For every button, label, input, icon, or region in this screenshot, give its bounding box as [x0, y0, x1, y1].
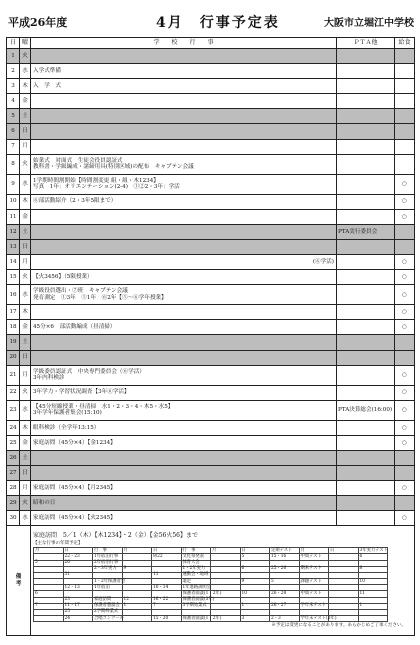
annual-events-cell: 2・3年実力 — [93, 566, 123, 572]
row-lunch: ○ — [395, 435, 415, 450]
annual-events-cell: 16・22 — [152, 597, 182, 603]
annual-events-cell: 22・23 — [63, 554, 93, 560]
row-events-line1: 入 学 式 — [33, 83, 61, 90]
row-weekday: 金 — [20, 320, 31, 335]
row-weekday: 水 — [20, 285, 31, 305]
annual-events-cell: 家庭訪問 — [93, 597, 123, 603]
row-weekday: 土 — [20, 224, 31, 239]
row-events-line1: 家庭訪問（45分×4）【火2345】 — [33, 515, 116, 522]
annual-events-cell: 3学期始業式 — [181, 603, 211, 609]
fiscal-year: 平成26年度 — [8, 16, 68, 29]
row-events — [31, 420, 337, 435]
row-events — [31, 400, 337, 420]
schedule-row — [7, 255, 415, 270]
annual-events-cell: 保護者面談(1・2年) — [182, 590, 222, 596]
annual-events-cell: 学年末テスト(3年) — [300, 615, 337, 621]
row-day: 30 — [7, 511, 20, 526]
row-events — [31, 49, 337, 64]
header-weekday: 曜 — [20, 38, 31, 49]
row-events — [31, 224, 337, 239]
annual-events-cell: 2・3 — [270, 616, 300, 622]
schedule-row — [7, 465, 415, 480]
row-day: 5 — [7, 109, 20, 124]
row-day: 23 — [7, 400, 20, 420]
row-events-line1: 学級委員認証式 中央専門委員会（⑥学活） — [33, 368, 145, 375]
row-pta — [337, 270, 395, 285]
annual-events-row — [34, 616, 388, 622]
row-pta — [337, 209, 395, 224]
annual-events-header-cell: 日 — [329, 548, 359, 554]
row-events — [31, 285, 337, 305]
row-events — [31, 465, 337, 480]
row-weekday: 月 — [20, 255, 31, 270]
schedule-row — [7, 209, 415, 224]
row-events — [31, 255, 337, 270]
schedule-row — [7, 109, 415, 124]
document-header — [6, 14, 414, 32]
row-events-line1: 家庭訪問（45分×4）【月2345】 — [33, 484, 116, 491]
row-pta — [337, 139, 395, 154]
row-pta — [337, 154, 395, 174]
row-events — [31, 194, 337, 209]
schedule-row — [7, 64, 415, 79]
row-pta — [337, 194, 395, 209]
annual-events-cell: 10 — [358, 579, 388, 585]
row-lunch: ○ — [395, 285, 415, 305]
annual-events-cell: 運動会・地域 — [181, 572, 211, 578]
row-lunch: ○ — [395, 270, 415, 285]
bikou-content — [31, 526, 415, 636]
row-pta — [337, 239, 395, 254]
row-weekday: 木 — [20, 79, 31, 94]
row-events — [31, 435, 337, 450]
row-lunch — [395, 94, 415, 109]
annual-events-heading: 【主な行事の年間予定】 — [33, 540, 83, 546]
row-lunch: ○ — [395, 365, 415, 385]
row-weekday: 木 — [20, 305, 31, 320]
schedule-row — [7, 496, 415, 511]
annual-events-header-cell: 3年実力テスト — [359, 547, 388, 553]
row-lunch — [395, 350, 415, 365]
row-events-line1: ⑥部活動紹介（2・3年5限まで） — [33, 198, 117, 205]
change-notice: ※予定は変更になることがあります。あらかじめご了承ください。 — [271, 623, 406, 629]
annual-events-cell: 遠足 — [181, 579, 211, 585]
schedule-row — [7, 365, 415, 385]
annual-events-cell: 保護者懇談会 — [93, 603, 123, 609]
row-lunch — [395, 79, 415, 94]
schedule-row — [7, 385, 415, 400]
row-lunch — [395, 139, 415, 154]
annual-events-cell: 6 — [358, 554, 388, 560]
annual-events-cell: 中間テスト — [299, 554, 329, 560]
header-events: 学 校 行 事 — [31, 38, 337, 49]
annual-events-cell: 15・20 — [152, 616, 182, 622]
row-weekday: 火 — [20, 154, 31, 174]
annual-events-cell: 10 — [240, 591, 270, 597]
row-events-line1: 昭和の日 — [33, 499, 56, 506]
row-weekday: 火 — [20, 270, 31, 285]
annual-events-cell: 3 — [240, 616, 270, 622]
row-weekday: 日 — [20, 465, 31, 480]
row-pta — [337, 420, 395, 435]
row-events — [31, 109, 337, 124]
annual-events-cell: 課題テスト — [299, 579, 329, 585]
row-lunch — [395, 465, 415, 480]
row-weekday: 木 — [20, 420, 31, 435]
annual-events-cell: 2年宿泊行事 — [93, 560, 123, 566]
home-visit-note: 家庭訪問 5／1（木）【木1234】・2（金）【金56火56】まで — [33, 532, 198, 540]
row-events-line2: 写真 1年：オリエンテーション(2-4) ①②2・3年：学活 — [33, 184, 180, 191]
annual-events-cell: 24 — [63, 616, 93, 622]
row-events — [31, 305, 337, 320]
annual-events-header-cell: 日 — [63, 548, 93, 554]
row-lunch: ○ — [395, 305, 415, 320]
annual-events-cell: 保護者面談(3年) — [182, 597, 215, 603]
row-events-line2: 3年内科検診 — [33, 375, 65, 382]
annual-events-cell: 学年末テスト — [299, 603, 329, 609]
annual-events-cell: 保護者面談(1・2年) — [182, 615, 222, 621]
row-day: 14 — [7, 255, 20, 270]
row-lunch — [395, 64, 415, 79]
row-pta — [337, 481, 395, 496]
row-day: 16 — [7, 285, 20, 305]
annual-events-cell: 26・28 — [270, 591, 300, 597]
schedule-row — [7, 481, 415, 496]
row-day: 19 — [7, 335, 20, 350]
row-events — [31, 239, 337, 254]
schedule-row — [7, 511, 415, 526]
annual-events-cell: 6 — [34, 591, 64, 597]
annual-events-header-cell: 定期テスト — [270, 548, 300, 554]
row-weekday: 金 — [20, 435, 31, 450]
row-day: 25 — [7, 435, 20, 450]
header-lunch: 給食 — [395, 38, 415, 49]
row-weekday: 水 — [20, 511, 31, 526]
row-events-line1: 始業式 対面式 生徒会役員認証式 — [33, 157, 123, 164]
annual-events-cell: 12 — [122, 597, 152, 603]
annual-events-header-cell: 行 事 — [93, 548, 123, 554]
schedule-row — [7, 239, 415, 254]
row-day: 13 — [7, 239, 20, 254]
row-weekday: 日 — [20, 239, 31, 254]
annual-events-cell: 26・27 — [270, 603, 300, 609]
schedule-row — [7, 194, 415, 209]
annual-events-cell: 9/22 — [152, 554, 182, 560]
row-events-right: (⑥学活) — [312, 258, 334, 265]
row-lunch: ○ — [395, 194, 415, 209]
row-pta — [337, 124, 395, 139]
row-day: 21 — [7, 365, 20, 385]
annual-events-header-cell: 月 — [122, 548, 152, 554]
row-lunch: ○ — [395, 320, 415, 335]
row-events — [31, 385, 337, 400]
annual-events-header-cell: 月 — [211, 548, 241, 554]
row-events-line1: 45分×6 部活動編成（昼清掃） — [33, 324, 116, 331]
row-day: 18 — [7, 320, 20, 335]
row-lunch — [395, 450, 415, 465]
row-pta — [337, 465, 395, 480]
row-day: 11 — [7, 209, 20, 224]
row-events-line1: 家庭訪問（45分×4）【金1234】 — [33, 439, 116, 446]
annual-events-table — [33, 547, 388, 622]
schedule-row — [7, 305, 415, 320]
schedule-row — [7, 400, 415, 420]
row-lunch — [395, 109, 415, 124]
schedule-row — [7, 154, 415, 174]
annual-events-cell: 6 — [240, 566, 270, 572]
row-day: 4 — [7, 94, 20, 109]
row-events-line2: 発育測定 ①3年 ⑤1年 ⑥2年【⑤～⑥学年授業】 — [33, 294, 167, 301]
row-weekday: 土 — [20, 450, 31, 465]
row-pta — [337, 285, 395, 305]
annual-events-cell: 15・16 — [270, 554, 300, 560]
schedule-row — [7, 435, 415, 450]
annual-events-cell: 体育大会 — [181, 560, 211, 566]
bikou-label: 備 考 — [7, 526, 31, 636]
row-day: 3 — [7, 79, 20, 94]
row-pta — [337, 450, 395, 465]
row-lunch — [395, 335, 415, 350]
annual-events-header-cell: 月 — [34, 548, 64, 554]
annual-events-cell: 11・17 — [63, 603, 93, 609]
schedule-row — [7, 270, 415, 285]
school-name: 大阪市立堀江中学校 — [324, 18, 414, 29]
annual-events-cell: 5 — [240, 554, 270, 560]
schedule-row — [7, 285, 415, 305]
annual-events-cell: 31 — [63, 572, 93, 578]
row-pta — [337, 385, 395, 400]
row-events-line1: 【火3456】（5限授業） — [33, 273, 93, 280]
annual-events-cell: 中間テスト — [299, 591, 329, 597]
row-pta: PTA実行委員会 — [337, 224, 395, 239]
annual-events-cell: 1 — [122, 603, 152, 609]
annual-events-header-cell: 日 — [240, 548, 270, 554]
row-weekday: 金 — [20, 209, 31, 224]
row-weekday: 木 — [20, 194, 31, 209]
row-pta — [337, 174, 395, 194]
annual-events-cell: 1・2年実力 — [181, 566, 211, 572]
schedule-row — [7, 174, 415, 194]
row-events — [31, 139, 337, 154]
row-day: 2 — [7, 64, 20, 79]
annual-events-cell: 12・13 — [63, 585, 93, 591]
annual-events-cell: 7 — [152, 603, 182, 609]
row-events — [31, 335, 337, 350]
row-weekday: 火 — [20, 496, 31, 511]
row-events — [31, 511, 337, 526]
schedule-header-row — [7, 38, 415, 49]
row-weekday: 水 — [20, 174, 31, 194]
row-lunch — [395, 496, 415, 511]
row-events — [31, 64, 337, 79]
row-events — [31, 94, 337, 109]
row-pta — [337, 496, 395, 511]
annual-events-cell: 5 — [34, 560, 64, 566]
annual-events-cell: 2学期終業式 — [93, 610, 123, 616]
row-pta: PTA決算総会(16:00) — [337, 400, 395, 420]
row-events — [31, 124, 337, 139]
row-weekday: 土 — [20, 335, 31, 350]
schedule-row — [7, 350, 415, 365]
row-events-line1: 学級役員選出・⑦班 キャプテン会議 — [33, 288, 128, 295]
annual-events-cell: 1・2年保護者会 — [94, 578, 126, 584]
page-title: 4月 行事予定表 — [156, 15, 280, 31]
row-events-line2: 教科書・学級編成・諸締用具(特別区域)の配布 キャプテン会議 — [33, 164, 194, 171]
row-weekday: 月 — [20, 365, 31, 385]
annual-events-cell: 期末テスト — [299, 566, 329, 572]
row-weekday: 水 — [20, 400, 31, 420]
row-lunch — [395, 49, 415, 64]
row-day: 7 — [7, 139, 20, 154]
schedule-row — [7, 335, 415, 350]
row-weekday: 土 — [20, 109, 31, 124]
row-events — [31, 320, 337, 335]
annual-events-cell: 5 — [270, 579, 300, 585]
row-events-line1: 【45分短縮授業・昼清掃 水1・2・3・4・木5・水5】 — [33, 403, 174, 410]
row-day: 27 — [7, 465, 20, 480]
row-day: 10 — [7, 194, 20, 209]
row-pta — [337, 94, 395, 109]
row-pta — [337, 49, 395, 64]
row-events — [31, 174, 337, 194]
annual-events-cell — [122, 616, 152, 622]
row-pta — [337, 79, 395, 94]
annual-events-cell: 25 — [63, 610, 93, 616]
schedule-row — [7, 94, 415, 109]
row-lunch: ○ — [395, 481, 415, 496]
row-lunch: ○ — [395, 255, 415, 270]
row-day: 1 — [7, 49, 20, 64]
annual-events-cell: 7 — [34, 603, 64, 609]
row-events-line1: 3年学力・学習状況調査【3年⑥学活】 — [33, 389, 130, 396]
row-day: 28 — [7, 481, 20, 496]
annual-events-cell: 文化祭発表 — [181, 554, 211, 560]
annual-events-header-cell: 月 — [299, 548, 329, 554]
row-weekday: 金 — [20, 94, 31, 109]
row-lunch: ○ — [395, 420, 415, 435]
schedule-row — [7, 139, 415, 154]
annual-events-cell — [34, 616, 64, 622]
annual-events-cell: 1年宿泊 — [93, 585, 123, 591]
row-weekday: 水 — [20, 64, 31, 79]
annual-events-cell: 1年進路説明会 — [182, 584, 212, 590]
annual-events-cell — [358, 616, 388, 622]
row-events — [31, 350, 337, 365]
bikou-row — [7, 526, 415, 636]
annual-events-header-cell: 日 — [152, 548, 182, 554]
schedule-row — [7, 49, 415, 64]
row-day: 24 — [7, 420, 20, 435]
schedule-row — [7, 79, 415, 94]
row-day: 29 — [7, 496, 20, 511]
row-lunch — [395, 154, 415, 174]
row-events — [31, 79, 337, 94]
schedule-row — [7, 450, 415, 465]
annual-events-cell: 8 — [358, 566, 388, 572]
row-events — [31, 481, 337, 496]
row-pta — [337, 109, 395, 124]
row-weekday: 日 — [20, 124, 31, 139]
row-events — [31, 209, 337, 224]
annual-events-cell: 10・14 — [152, 585, 182, 591]
annual-events-cell: 11 — [358, 591, 388, 597]
annual-events-cell: 合唱コンクール — [94, 615, 124, 621]
header-day: 日 — [7, 38, 20, 49]
row-events — [31, 365, 337, 385]
annual-events-cell: 26 — [63, 560, 93, 566]
row-events — [31, 496, 337, 511]
row-day: 17 — [7, 305, 20, 320]
row-pta — [337, 64, 395, 79]
annual-events-cell: 1 — [358, 603, 388, 609]
schedule-row — [7, 420, 415, 435]
row-events — [31, 270, 337, 285]
row-lunch: ○ — [395, 511, 415, 526]
schedule-row — [7, 124, 415, 139]
row-pta — [337, 255, 395, 270]
row-pta — [337, 350, 395, 365]
annual-events-cell: 25・26 — [270, 566, 300, 572]
row-day: 15 — [7, 270, 20, 285]
row-pta — [337, 305, 395, 320]
row-lunch: ○ — [395, 209, 415, 224]
row-weekday: 月 — [20, 139, 31, 154]
annual-events-header-cell: 行 事 — [181, 548, 211, 554]
row-events-line2: 3年学年保護者集会(15:10) — [33, 410, 102, 417]
header-pta: ＰＴＡ他 — [337, 38, 395, 49]
row-events — [31, 154, 337, 174]
row-day: 12 — [7, 224, 20, 239]
row-events — [31, 450, 337, 465]
schedule-table — [6, 37, 415, 636]
annual-events-cell: 9 — [122, 566, 152, 572]
row-lunch: ○ — [395, 400, 415, 420]
row-events-line1: 1学期時間割開始【時間割変更 組・組・木1234】 — [33, 177, 159, 184]
row-pta — [337, 365, 395, 385]
row-day: 20 — [7, 350, 20, 365]
row-weekday: 火 — [20, 49, 31, 64]
row-lunch: ○ — [395, 385, 415, 400]
row-events-line1: 眼科検診（全学年13:15） — [33, 424, 100, 431]
schedule-row — [7, 320, 415, 335]
row-lunch — [395, 239, 415, 254]
row-day: 22 — [7, 385, 20, 400]
row-pta — [337, 335, 395, 350]
schedule-row — [7, 224, 415, 239]
row-events-line1: 入学式準備 — [33, 67, 61, 74]
row-lunch — [395, 124, 415, 139]
row-lunch: ○ — [395, 174, 415, 194]
row-pta — [337, 511, 395, 526]
row-weekday: 火 — [20, 385, 31, 400]
row-weekday: 月 — [20, 481, 31, 496]
annual-events-cell: 9 — [240, 579, 270, 585]
annual-events-cell: 1 — [240, 603, 270, 609]
annual-events-cell: 23 — [63, 597, 93, 603]
row-pta — [337, 435, 395, 450]
row-pta — [337, 320, 395, 335]
row-day: 9 — [7, 174, 20, 194]
annual-events-cell: 1年宿泊行事 — [93, 554, 123, 560]
row-weekday: 日 — [20, 350, 31, 365]
row-day: 8 — [7, 154, 20, 174]
row-day: 26 — [7, 450, 20, 465]
row-lunch — [395, 224, 415, 239]
annual-events-cell: 11 — [152, 572, 182, 578]
row-day: 6 — [7, 124, 20, 139]
